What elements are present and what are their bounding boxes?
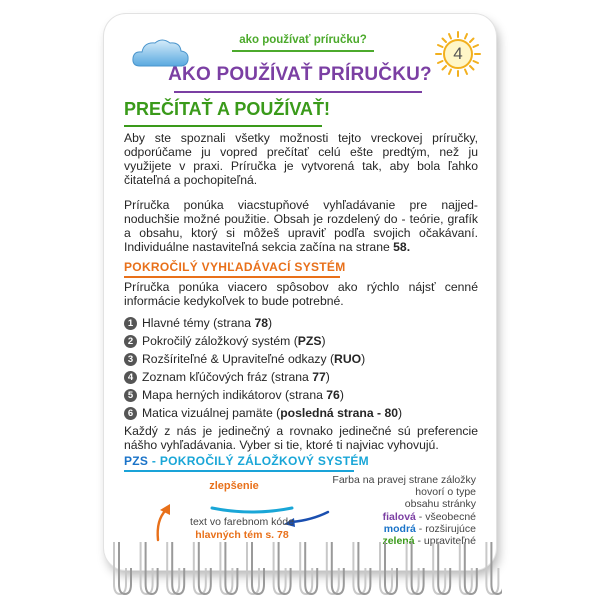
top-label-underline bbox=[232, 50, 374, 52]
spiral-binding bbox=[106, 538, 502, 598]
legend-item: modrá - rozširujúce bbox=[383, 522, 476, 535]
legend-item: zelená - upraviteľné bbox=[382, 535, 476, 548]
list-item: 2 Pokročilý záložkový systém (PZS) bbox=[124, 332, 474, 350]
binding-ring bbox=[491, 542, 502, 594]
closing-paragraph: Každý z nás je jedinečný a rovnako jedinečné sú preferencie nášho vyhľadávania. Vyber si tie, ktoré ti najviac vyhovujú. bbox=[124, 424, 478, 452]
intro-paragraph: Aby ste spoznali všetky možnosti tejto vreckovej príručky, odporúčame ju vopred prečítať celú ešte predtým, než ju využijete v praxi. Príručka je vytvorená tak, aby bola ľahko čitateľná a pochopiteľná. bbox=[124, 131, 478, 187]
section-heading-search-system: POKROČILÝ VYHĽADÁVACÍ SYSTÉM bbox=[124, 260, 346, 274]
search-paragraph: Príručka ponúka viacstupňové vyhľadávanie pre najjed-noduchšie možné použitie. Obsah je rozdelený do - teórie, grafík a obsahu, ktorý si môžeš upraviť podľa svojich očakávaní. Individuálne nastaviteľná sekcia začína na strane 58. bbox=[124, 198, 478, 254]
number-badge: 3 bbox=[124, 353, 137, 366]
section-heading-underline bbox=[124, 125, 322, 127]
page-reference: 58. bbox=[393, 240, 411, 254]
color-code-note: text vo farebnom kóde hlavných tém s. 78 bbox=[190, 516, 294, 541]
number-badge: 2 bbox=[124, 335, 137, 348]
number-badge: 1 bbox=[124, 317, 137, 330]
list-item: 1 Hlavné témy (strana 78) bbox=[124, 314, 474, 332]
search-methods-list bbox=[124, 314, 474, 422]
title-underline bbox=[174, 91, 422, 93]
page-number: 4 bbox=[453, 44, 463, 63]
list-item: 6 Matica vizuálnej pamäte (posledná strana - 80) bbox=[124, 404, 474, 422]
number-badge: 4 bbox=[124, 371, 137, 384]
list-item: 3 Rozšíriteľné & Upraviteľné odkazy (RUO) bbox=[124, 350, 474, 368]
number-badge: 5 bbox=[124, 389, 137, 402]
handbook-page bbox=[104, 14, 496, 570]
list-item: 4 Zoznam kľúčových fráz (strana 77) bbox=[124, 368, 474, 386]
number-badge: 6 bbox=[124, 407, 137, 420]
diagram-label: zlepšenie bbox=[209, 480, 259, 492]
top-label: ako používať príručku? bbox=[239, 34, 367, 46]
section-heading-read-use: PREČÍTAŤ A POUŽÍVAŤ! bbox=[124, 99, 330, 119]
bookmark-heading-underline bbox=[124, 470, 354, 472]
search-intro: Príručka ponúka viacero spôsobov ako rýchlo nájsť cenné informácie kedykoľvek to bude potrebné. bbox=[124, 280, 478, 308]
page-title: AKO POUŽÍVAŤ PRÍRUČKU? bbox=[168, 64, 432, 85]
section-heading-bookmark-system: PZS - POKROČILÝ ZÁLOŽKOVÝ SYSTÉM bbox=[124, 454, 369, 468]
search-heading-underline bbox=[124, 276, 340, 278]
list-item: 5 Mapa herných indikátorov (strana 76) bbox=[124, 386, 474, 404]
legend-item: fialová - všeobecné bbox=[382, 510, 476, 523]
bookmark-color-legend: Farba na pravej strane záložky hovorí o type obsahu stránky fialová - všeobecné modrá - rozširujúce zelená - upraviteľné bbox=[318, 474, 476, 547]
